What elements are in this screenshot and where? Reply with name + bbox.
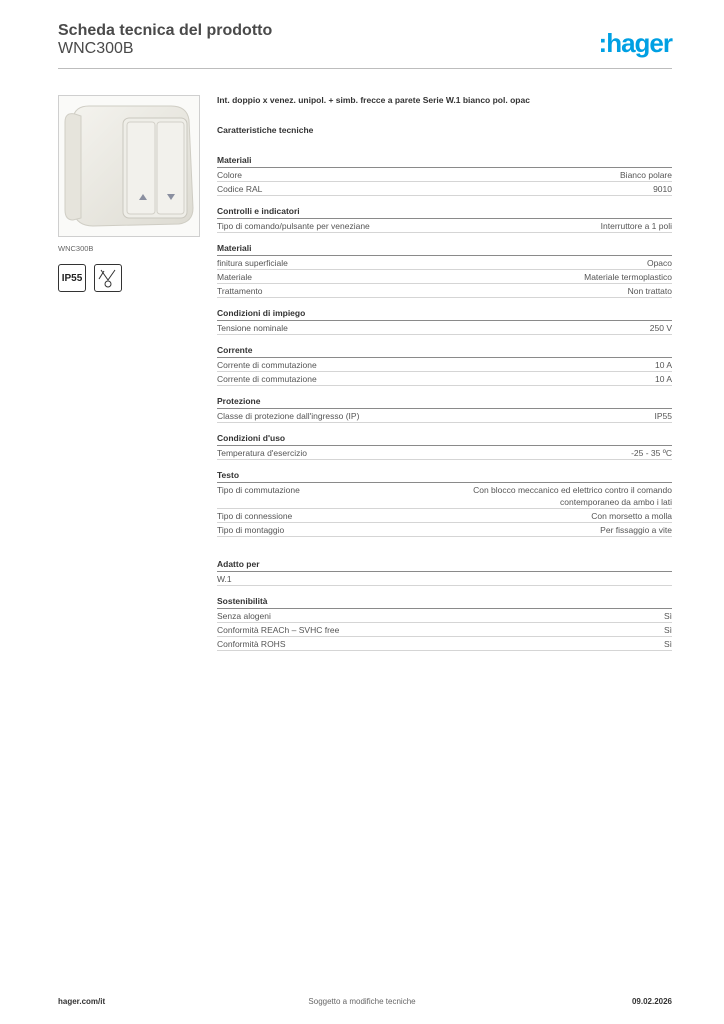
section-corrente — [217, 345, 672, 386]
section-adatto-per — [217, 559, 672, 586]
spec-row — [217, 509, 672, 523]
spec-value: Con morsetto a molla — [591, 511, 672, 521]
spec-row — [217, 182, 672, 196]
section-condizioni-impiego — [217, 308, 672, 335]
spec-label: finitura superficiale — [217, 258, 288, 268]
switch-illustration — [59, 96, 199, 236]
spec-value: Sì — [663, 639, 672, 649]
spec-label: Corrente di commutazione — [217, 360, 317, 370]
spec-row — [217, 623, 672, 637]
spec-label: Temperatura d'esercizio — [217, 448, 307, 458]
spec-row — [217, 372, 672, 386]
spec-label: Colore — [217, 170, 243, 180]
spec-value: Materiale termoplastico — [584, 272, 672, 282]
spec-row — [217, 609, 672, 623]
spec-label: Codice RAL — [217, 184, 263, 194]
spec-row — [217, 409, 672, 423]
section-title: Condizioni di impiego — [217, 308, 672, 321]
spec-value: 10 A — [654, 360, 672, 370]
footer-disclaimer: Soggetto a modifiche tecniche — [308, 997, 416, 1006]
section-title: Controlli e indicatori — [217, 206, 672, 219]
section-title: Protezione — [217, 396, 672, 409]
spec-label: Tipo di commutazione — [217, 485, 300, 495]
blind-switch-symbol-icon — [94, 264, 122, 292]
spec-row — [217, 572, 672, 586]
spec-value: 10 A — [654, 374, 672, 384]
page-title: Scheda tecnica del prodotto — [58, 22, 273, 39]
spec-value: Per fissaggio a vite — [600, 525, 672, 535]
section-title: Testo — [217, 470, 672, 483]
spec-row — [217, 446, 672, 460]
spec-row — [217, 270, 672, 284]
spec-content — [217, 95, 672, 661]
spec-value: 9010 — [653, 184, 672, 194]
section-testo — [217, 470, 672, 537]
spec-row — [217, 523, 672, 537]
spec-label: W.1 — [217, 574, 232, 584]
ip-rating-badge: IP55 — [58, 264, 86, 292]
spec-value: 250 V — [649, 323, 672, 333]
spec-value: Interruttore a 1 poli — [600, 221, 672, 231]
spec-label: Corrente di commutazione — [217, 374, 317, 384]
image-caption: WNC300B — [58, 244, 94, 253]
section-title: Sostenibilità — [217, 596, 672, 609]
spec-label: Classe di protezione dall'ingresso (IP) — [217, 411, 360, 421]
section-materiali-1 — [217, 155, 672, 196]
section-title: Adatto per — [217, 559, 672, 572]
product-image — [58, 95, 200, 237]
footer-website-link[interactable]: hager.com/it — [58, 997, 106, 1006]
spec-row — [217, 256, 672, 270]
spec-value: Non trattato — [627, 286, 672, 296]
section-title: Materiali — [217, 243, 672, 256]
section-condizioni-uso — [217, 433, 672, 460]
footer-date: 09.02.2026 — [631, 997, 672, 1006]
spec-label: Trattamento — [217, 286, 263, 296]
tech-title: Caratteristiche tecniche — [217, 125, 314, 135]
spec-row — [217, 358, 672, 372]
section-materiali-2 — [217, 243, 672, 298]
section-controlli — [217, 206, 672, 233]
spec-row — [217, 637, 672, 651]
spec-label: Tensione nominale — [217, 323, 288, 333]
section-protezione — [217, 396, 672, 423]
header-divider — [58, 68, 672, 69]
spec-label: Conformità ROHS — [217, 639, 286, 649]
section-title: Corrente — [217, 345, 672, 358]
spec-row — [217, 219, 672, 233]
spec-value: Sì — [663, 625, 672, 635]
spec-value: Bianco polare — [620, 170, 672, 180]
spec-value: Opaco — [646, 258, 672, 268]
spec-row — [217, 483, 672, 509]
hager-logo: :hager — [598, 28, 672, 58]
spec-label: Tipo di montaggio — [217, 525, 285, 535]
product-description: Int. doppio x venez. unipol. + simb. frecce a parete Serie W.1 bianco pol. opac — [217, 95, 530, 105]
section-sostenibilita — [217, 596, 672, 651]
spec-label: Tipo di connessione — [217, 511, 293, 521]
spec-value: -25 - 35 ºC — [631, 448, 672, 458]
spec-label: Senza alogeni — [217, 611, 271, 621]
spec-label: Materiale — [217, 272, 252, 282]
spec-label: Conformità REACh – SVHC free — [217, 625, 340, 635]
spec-row — [217, 321, 672, 335]
section-title: Materiali — [217, 155, 672, 168]
spec-value: Sì — [663, 611, 672, 621]
spec-value: Con blocco meccanico ed elettrico contro il comando contemporaneo da ambo i lati — [473, 485, 672, 507]
spec-row — [217, 168, 672, 182]
product-code-heading: WNC300B — [58, 40, 134, 57]
section-title: Condizioni d'uso — [217, 433, 672, 446]
spec-label: Tipo di comando/pulsante per veneziane — [217, 221, 370, 231]
spec-value: IP55 — [654, 411, 672, 421]
spec-row — [217, 284, 672, 298]
